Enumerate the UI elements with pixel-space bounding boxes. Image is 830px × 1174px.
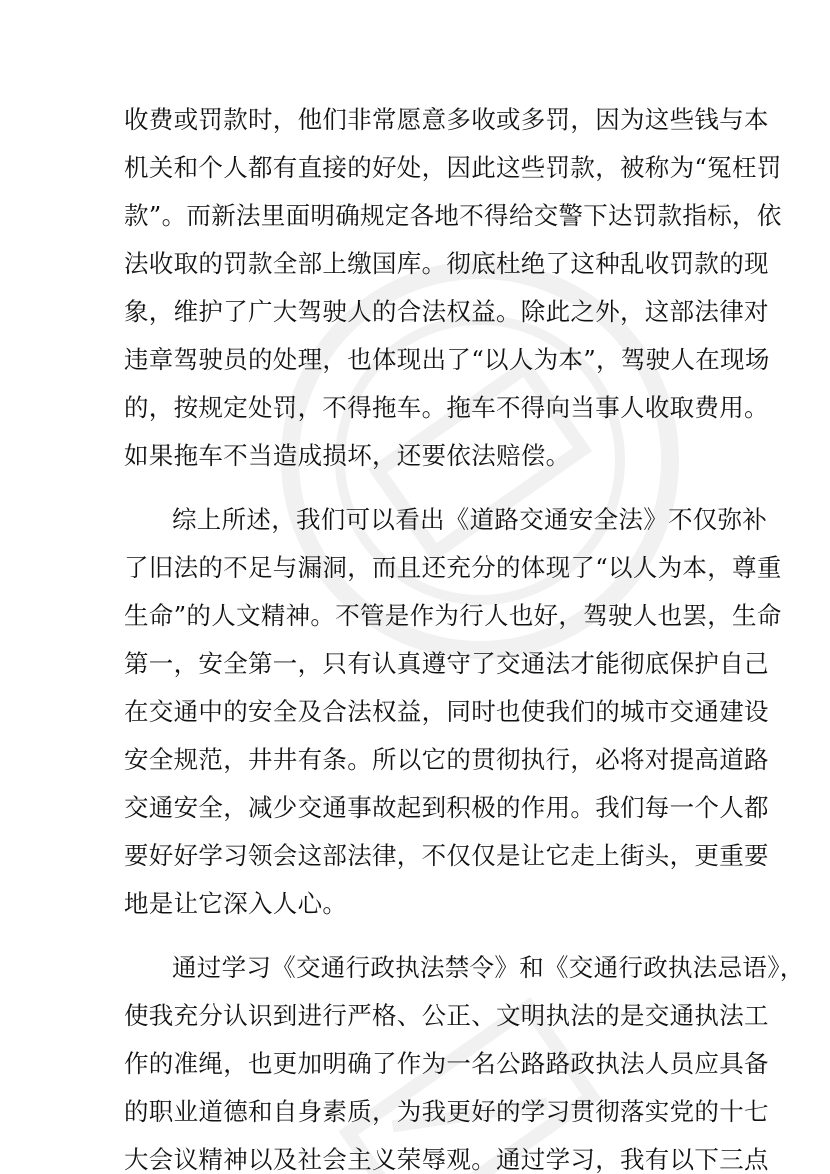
text-line: 安全规范，井井有条。所以它的贯彻执行，必将对提高道路 bbox=[124, 745, 769, 774]
paragraph-start-line: 综上所述，我们可以看出《道路交通安全法》不仅弥补 bbox=[172, 505, 768, 534]
text-line: 交通安全，减少交通事故起到积极的作用。我们每一个人都 bbox=[124, 793, 769, 822]
text-line: 机关和个人都有直接的好处，因此这些罚款，被称为“冤枉罚 bbox=[124, 153, 782, 182]
text-line: 要好好学习领会这部法律，不仅仅是让它走上街头，更重要 bbox=[124, 841, 769, 870]
text-line: 生命”的人文精神。不管是作为行人也好，驾驶人也罢，生命 bbox=[124, 601, 782, 630]
text-line: 使我充分认识到进行严格、公正、文明执法的是交通执法工 bbox=[124, 1001, 769, 1030]
text-line: 的，按规定处罚，不得拖车。拖车不得向当事人收取费用。 bbox=[124, 393, 769, 422]
text-line: 地是让它深入人心。 bbox=[124, 889, 348, 918]
text-line: 法收取的罚款全部上缴国库。彻底杜绝了这种乱收罚款的现 bbox=[124, 249, 769, 278]
text-line: 第一，安全第一，只有认真遵守了交通法才能彻底保护自己 bbox=[124, 649, 769, 678]
text-line: 作的准绳，也更加明确了作为一名公路路政执法人员应具备 bbox=[124, 1049, 769, 1078]
text-line: 了旧法的不足与漏洞，而且还充分的体现了“以人为本，尊重 bbox=[124, 553, 782, 582]
text-line: 款”。而新法里面明确规定各地不得给交警下达罚款指标，依 bbox=[124, 201, 782, 230]
text-line: 收费或罚款时，他们非常愿意多收或多罚，因为这些钱与本 bbox=[124, 105, 769, 134]
text-line: 违章驾驶员的处理，也体现出了“以人为本”，驾驶人在现场 bbox=[124, 345, 770, 374]
text-line: 在交通中的安全及合法权益，同时也使我们的城市交通建设 bbox=[124, 697, 769, 726]
text-line: 大会议精神以及社会主义荣辱观。通过学习，我有以下三点 bbox=[124, 1145, 769, 1174]
text-line: 象，维护了广大驾驶人的合法权益。除此之外，这部法律对 bbox=[124, 297, 769, 326]
paragraph-start-line: 通过学习《交通行政执法禁令》和《交通行政执法忌语》， bbox=[172, 953, 805, 982]
text-line: 的职业道德和自身素质，为我更好的学习贯彻落实党的十七 bbox=[124, 1097, 769, 1126]
text-line: 如果拖车不当造成损坏，还要依法赔偿。 bbox=[124, 441, 571, 470]
